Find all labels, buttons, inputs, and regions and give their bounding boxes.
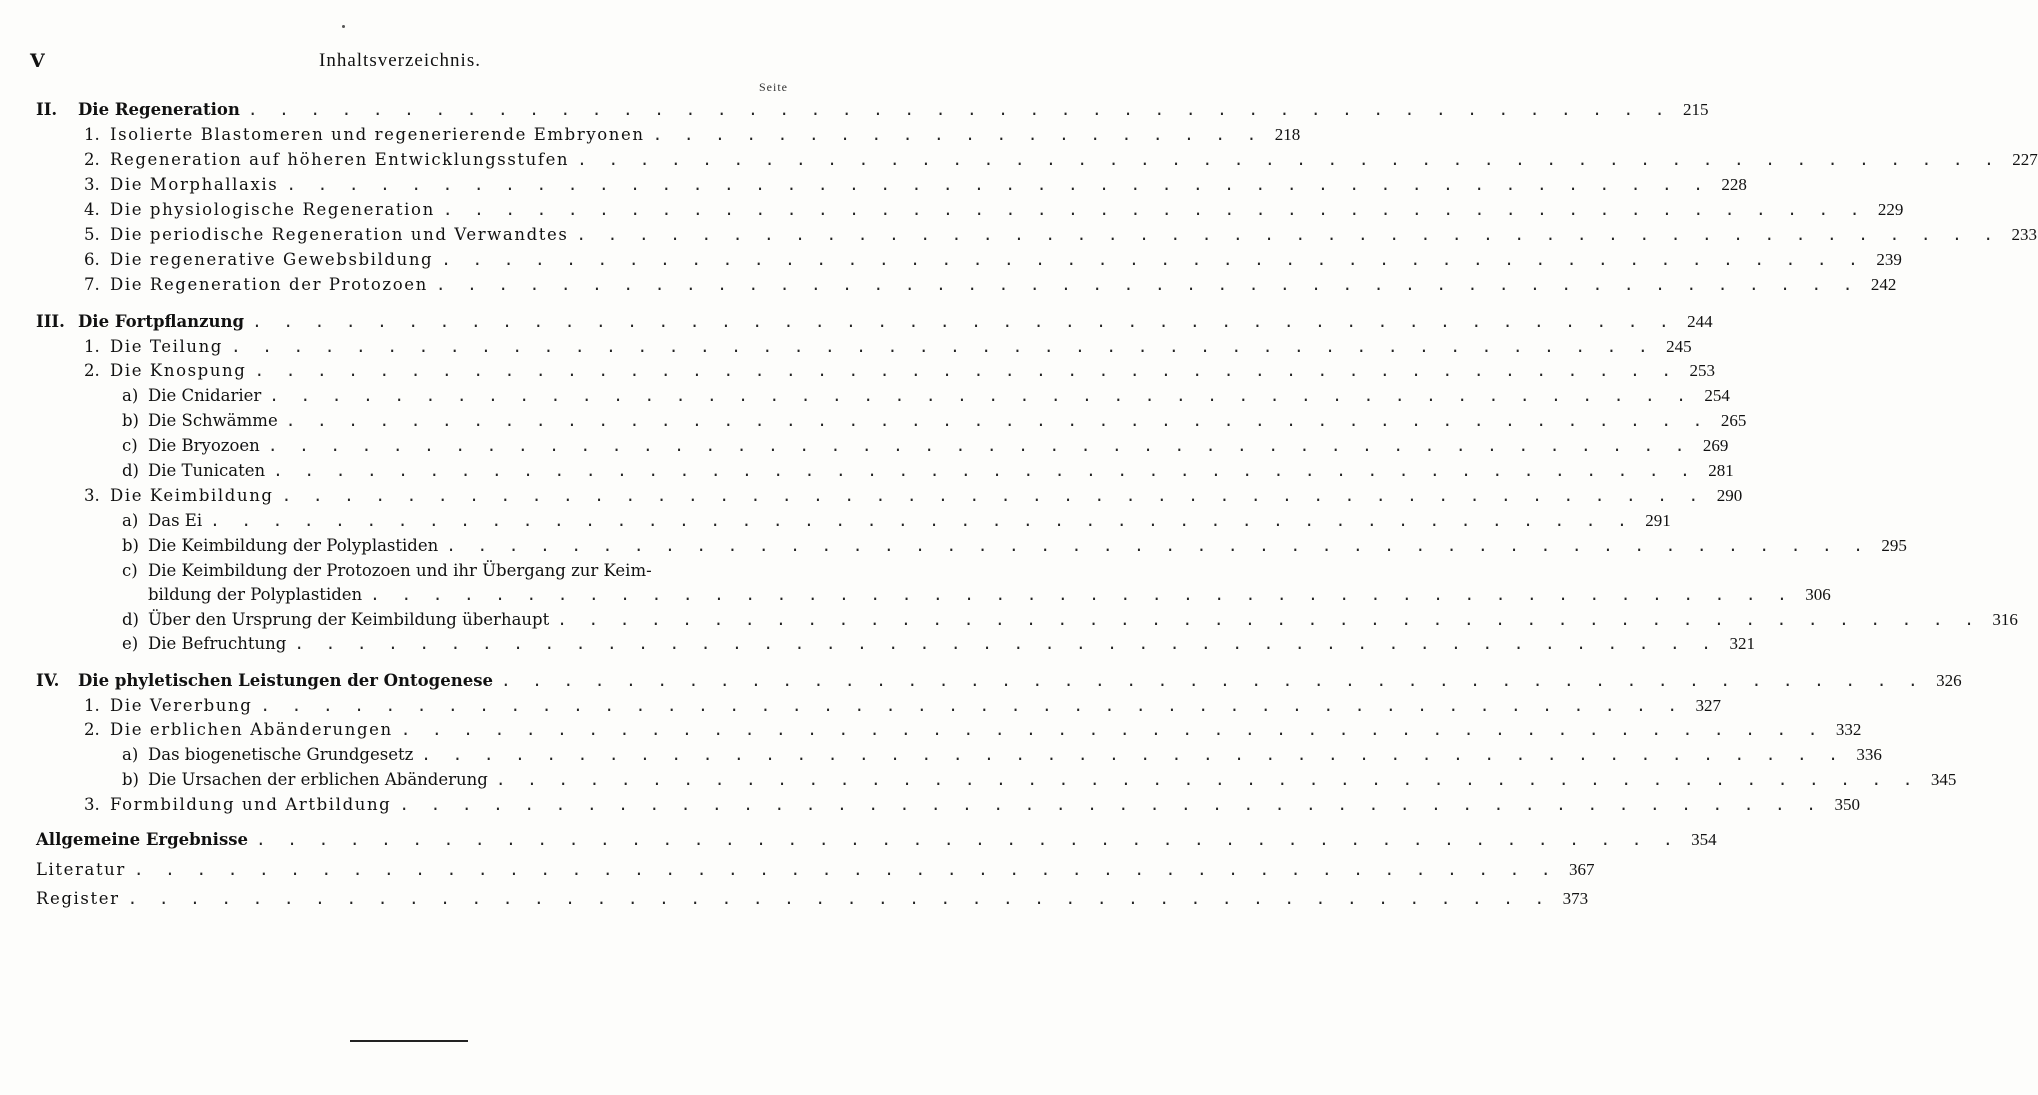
toc-entry[interactable]: [84, 361, 1716, 383]
entry-letter: d): [122, 610, 139, 629]
page-number-roman: V: [30, 50, 45, 72]
toc-subentry[interactable]: [122, 745, 1882, 767]
entry-title: Die periodische Regeneration und Verwandtes: [110, 225, 569, 244]
entry-letter: b): [122, 411, 139, 430]
entry-title: Die Teilung: [110, 337, 223, 356]
entry-title: Die Cnidarier: [148, 386, 262, 405]
toc-section[interactable]: [36, 860, 1595, 882]
entry-letter: d): [122, 461, 139, 480]
page-ref: 269: [1702, 436, 1729, 455]
entry-title: Die Keimbildung: [110, 486, 274, 505]
toc-subentry[interactable]: [122, 511, 1671, 533]
entry-letter: c): [122, 436, 138, 455]
entry-letter: b): [122, 536, 139, 555]
entry-title: Die Keimbildung der Protozoen und ihr Übergang zur Keim-: [148, 561, 652, 580]
leader-dots: . . . . . . . . . . . . . . . . . . . . . . . . . . . . . . . . . . . . . . . . . . . . . .: [230, 337, 1654, 356]
leader-dots: . . . . . . . . . . . . . . . . . . . . . . . . . . . . . . . . . . . . . . . . . . . . . .: [421, 745, 1844, 764]
leader-dots: . . . . . . . . . . . . . . . . . . . . . . . . . . . . . . . . . . . . . . . . . . . . . .: [273, 461, 1696, 480]
toc-subentry[interactable]: [122, 770, 1957, 792]
page-ref: 354: [1691, 830, 1717, 849]
toc-subentry[interactable]: [122, 386, 1730, 408]
section-title: Literatur: [36, 860, 126, 879]
entry-title: Über den Ursprung der Keimbildung überhaupt: [148, 610, 550, 629]
page-ref: 245: [1666, 337, 1692, 356]
entry-number: 2.: [84, 361, 100, 380]
entry-letter: a): [122, 511, 139, 530]
page-ref: 228: [1721, 175, 1747, 194]
page-ref: 295: [1881, 536, 1907, 555]
entry-title: Die Schwämme: [148, 411, 278, 430]
toc-entry[interactable]: [84, 795, 1860, 817]
leader-dots: . . . . . . . . . . . . . . . . . . . . . . . . . . . . . . . . . . . . . . . . . . . . . .: [281, 486, 1705, 505]
toc-subentry[interactable]: [122, 610, 2018, 632]
entry-number: 1.: [84, 696, 100, 715]
section-title: Die Regeneration: [78, 100, 240, 119]
entry-title: Die Regeneration der Protozoen: [110, 275, 428, 294]
entry-title: Formbildung und Artbildung: [110, 795, 392, 814]
leader-dots: . . . . . . . . . . . . . . . . . . . . . . . . . . . . . . . . . . . . . . . . . . . . . .: [400, 720, 1824, 739]
leader-dots: . . . . . . . . . . . . . . . . . . . . . . . . . . . . . . . . . . . . . . . . . . . . . .: [577, 150, 2000, 169]
entry-title: Das Ei: [148, 511, 203, 530]
toc-entry[interactable]: [84, 150, 2038, 172]
leader-dots: . . . . . . . . . . . . . . . . . . . . . . . . . . . . . . . . . . . . . . . . . . . . . .: [442, 200, 1866, 219]
entry-title: Die Ursachen der erblichen Abänderung: [148, 770, 488, 789]
leader-dots: . . . . . . . . . . . . . . . . . . . . . . . . . . . . . . . . . . . . . . . . . . . . . .: [435, 275, 1859, 294]
toc-section[interactable]: [36, 312, 1713, 334]
page-ref: 345: [1930, 770, 1957, 789]
toc-entry[interactable]: [84, 486, 1743, 508]
page-ref: 218: [1274, 125, 1301, 144]
page-ref: 367: [1569, 860, 1595, 879]
closing-rule: [350, 1040, 468, 1042]
section-number: IV.: [36, 671, 60, 690]
section-title: Allgemeine Ergebnisse: [36, 830, 249, 849]
toc-subentry[interactable]: [122, 561, 768, 583]
entry-title: Das biogenetische Grundgesetz: [148, 745, 414, 764]
page-ref: 233: [2011, 225, 2037, 244]
toc-subentry-continuation[interactable]: [148, 585, 1831, 607]
leader-dots: . . . . . . . . . . . . . . . . . . . . . . . . . . . . . . . . . . . . . . . . . . . . . .: [256, 830, 1679, 849]
leader-dots: . . . . . . . . . . . . . . . . . . . . . . . . . . . . . . . . . . . . . . . . . . . . . .: [210, 511, 1633, 530]
entry-title: Die Vererbung: [110, 696, 253, 715]
entry-number: 2.: [84, 720, 100, 739]
entry-title: Isolierte Blastomeren und regenerierende Embryonen: [110, 125, 645, 144]
leader-dots: . . . . . . . . . . . . . . . . . . . . . . . . . . . . . . . . . . . . . . . . . . . . . .: [269, 386, 1692, 405]
leader-dots: . . . . . . . . . . . . . . . . . . . . . . . . . . . . . . . . . . . . . . . . . . . . . .: [252, 312, 1675, 331]
page-ref: 327: [1695, 696, 1721, 715]
entry-number: 1.: [84, 337, 100, 356]
section-number: III.: [36, 312, 65, 331]
entry-number: 3.: [84, 486, 100, 505]
leader-dots: . . . . . . . . . . . . . . . . . . . . . . . . . . . . . . . . . . . . . . . . . . . . . .: [446, 536, 1869, 555]
entry-title: Die Morphallaxis: [110, 175, 279, 194]
section-title: Die phyletischen Leistungen der Ontogenese: [78, 671, 493, 690]
page-ref: 291: [1645, 511, 1671, 530]
entry-letter: c): [122, 561, 138, 580]
leader-dots: . . . . . . . . . . . . . . . . . . . . . . . . . . . . . . . . . . . . . . . . . . . . . .: [294, 634, 1717, 653]
page-ref: 244: [1687, 312, 1713, 331]
entry-title: Die regenerative Gewebsbildung: [110, 250, 434, 269]
toc-section[interactable]: [36, 830, 1717, 852]
toc-entry[interactable]: [84, 175, 1747, 197]
leader-dots: . . . . . . . . . . . . . . . . . . . . . . . . . . . . . . . . . . . . . . . . . . . . . .: [260, 696, 1683, 715]
entry-number: 7.: [84, 275, 100, 294]
page-ref: 239: [1876, 250, 1902, 269]
entry-letter: a): [122, 386, 139, 405]
leader-dots: . . . . . . . . . . . . . . . . . . . . . . . . . . . . . . . . . . . . . . . . . . . . . .: [501, 671, 1924, 690]
page-ref: 281: [1708, 461, 1734, 480]
toc-subentry[interactable]: [122, 461, 1734, 483]
page-ref: 373: [1562, 889, 1589, 908]
leader-dots: . . . . . . . . . . . . . . . . . . . . . . . . . . . . . . . . . . . . . . . . . . . . . .: [285, 411, 1709, 430]
toc-entry[interactable]: [84, 720, 1862, 742]
entry-title: Regeneration auf höheren Entwicklungsstufen: [110, 150, 570, 169]
toc-entry[interactable]: [84, 275, 1897, 297]
section-title: Register: [36, 889, 120, 908]
toc-subentry[interactable]: [122, 411, 1747, 433]
entry-title: Die Keimbildung der Polyplastiden: [148, 536, 439, 555]
leader-dots: . . . . . . . . . . . . . . . . . . . . . . . . . . . . . . . . . . . . . . . . . . . . . .: [557, 610, 1980, 629]
page-ref: 227: [2012, 150, 2038, 169]
page-ref: 350: [1834, 795, 1860, 814]
toc-subentry[interactable]: [122, 634, 1755, 656]
page-ref: 332: [1835, 720, 1862, 739]
entry-title: Die Bryozoen: [148, 436, 260, 455]
page-ref: 336: [1856, 745, 1882, 764]
page-ref: 321: [1729, 634, 1755, 653]
entry-number: 5.: [84, 225, 100, 244]
leader-dots: . . . . . . . . . . . . . . . . . . . . . . . . . . . . . . . . . . . . . . . . . . . . . .: [370, 585, 1793, 604]
toc-section[interactable]: [36, 889, 1589, 911]
page-ref: 306: [1805, 585, 1831, 604]
toc-subentry[interactable]: [122, 436, 1729, 458]
entry-letter: b): [122, 770, 139, 789]
page-ref: 316: [1992, 610, 2018, 629]
leader-dots: . . . . . . . . . . . . . . . . . . . . . . . . . . . . . . . . . . . . . . . . . . . . . .: [247, 100, 1671, 119]
entry-number: 3.: [84, 175, 100, 194]
entry-title: Die Befruchtung: [148, 634, 287, 653]
toc-entry[interactable]: [84, 696, 1721, 718]
leader-dots: . . . . . . . . . . . . . . . . . . . . . . . . . . . . . . . . . . . . . . . . . . . . . .: [267, 436, 1691, 455]
column-header-seite: Seite: [759, 80, 788, 94]
page-ref: 265: [1720, 411, 1747, 430]
toc-section[interactable]: [36, 100, 1709, 122]
page-ref: 290: [1716, 486, 1743, 505]
page-ref: 229: [1877, 200, 1904, 219]
section-number: II.: [36, 100, 58, 119]
toc-entry[interactable]: [84, 337, 1692, 359]
entry-title: Die Knospung: [110, 361, 247, 380]
entry-number: 6.: [84, 250, 100, 269]
entry-number: 2.: [84, 150, 100, 169]
entry-number: 1.: [84, 125, 100, 144]
toc-section[interactable]: [36, 671, 1962, 693]
toc-entry[interactable]: [84, 125, 1301, 147]
entry-letter: a): [122, 745, 139, 764]
entry-title: Die erblichen Abänderungen: [110, 720, 393, 739]
entry-number: 4.: [84, 200, 100, 219]
leader-dots: . . . . . . . . . . . . . . . . . . . . . . . . . . . . . . . . . . . . . . . . . . . . . .: [441, 250, 1864, 269]
toc-subentry[interactable]: [122, 536, 1907, 558]
leader-dots: . . . . . . . . . . . . . . . . . . . . . . . . . . . . . . . . . . . . . . . . . . . . . .: [133, 860, 1557, 879]
page-ref: 326: [1936, 671, 1962, 690]
leader-dots: . . . . . . . . . . . . . . . . . . . . . . . . . . . . . . . . . . . . . . . . . . . . . .: [286, 175, 1709, 194]
page-title: Inhaltsverzeichnis.: [319, 50, 481, 71]
section-title: Die Fortpflanzung: [78, 312, 245, 331]
entry-letter: e): [122, 634, 139, 653]
page-ref: 254: [1704, 386, 1730, 405]
leader-dots: . . . . . . . . . . . . . . . . . . . . . . . . . . . . . . . . . . . . . . . . . . . . . .: [254, 361, 1678, 380]
leader-dots: . . . . . . . . . . . . . . . . . . . . . . . . . . . . . . . . . . . . . . . . . . . . . .: [495, 770, 1919, 789]
leader-dots: . . . . . . . . . . . . . . . . . . . . . . . . . . . . . . . . . . . . . . . . . . . . . .: [399, 795, 1822, 814]
leader-dots: . . . . . . . . . . . . . . . . . . . . . . . . . . . . . . . . . . . . . . . . . . . . . .: [127, 889, 1551, 908]
page-ref: 242: [1870, 275, 1897, 294]
leader-dots: . . . . . . . . . . . . . . . . . . . .: [652, 125, 1263, 144]
toc-entry[interactable]: [84, 250, 1902, 272]
page-ref: 215: [1682, 100, 1709, 119]
leader-dots: . . . . . . . . . . . . . . . . . . . . . . . . . . . . . . . . . . . . . . . . . . . . . .: [576, 225, 1999, 244]
entry-title: Die Tunicaten: [148, 461, 266, 480]
entry-number: 3.: [84, 795, 100, 814]
entry-title: Die physiologische Regeneration: [110, 200, 435, 219]
page-ref: 253: [1689, 361, 1716, 380]
toc-entry[interactable]: [84, 200, 1904, 222]
entry-title-continued: bildung der Polyplastiden: [148, 585, 363, 604]
toc-entry[interactable]: [84, 225, 2037, 247]
